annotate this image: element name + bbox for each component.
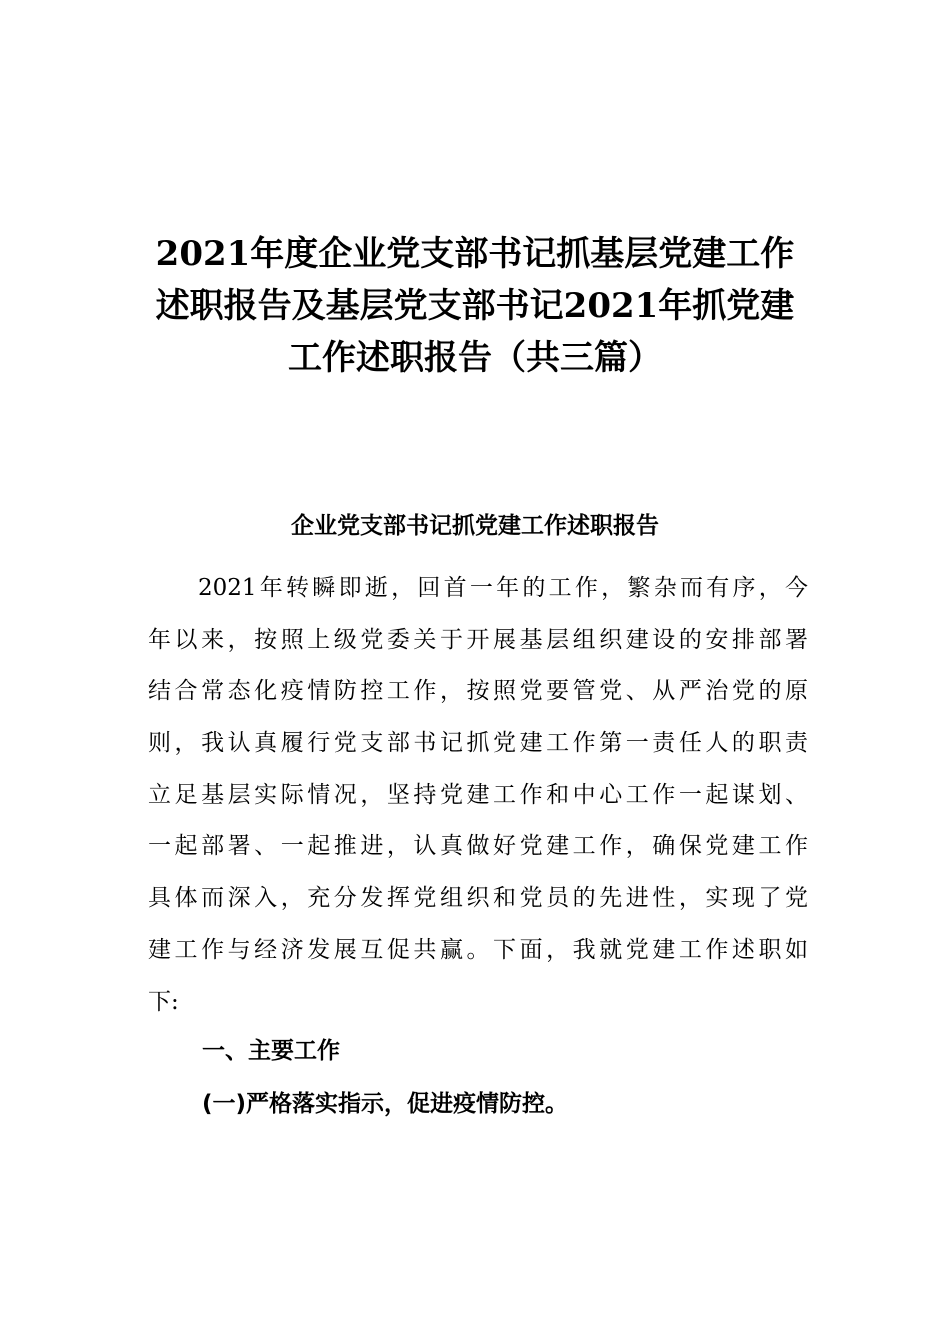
paragraph-line: 立足基层实际情况，坚持党建工作和中心工作一起谋划、 xyxy=(148,781,808,808)
subsection-heading: (一)严格落实指示，促进疫情防控。 xyxy=(202,1091,569,1117)
title-line: 述职报告及基层党支部书记2021年抓党建 xyxy=(155,286,795,326)
paragraph-line: 2021年转瞬即逝，回首一年的工作，繁杂而有序，今 xyxy=(198,575,808,601)
section-heading: 一、主要工作 xyxy=(202,1038,340,1064)
paragraph-line: 建工作与经济发展互促共赢。下面，我就党建工作述职如 xyxy=(148,936,808,963)
paragraph-line: 具体而深入，充分发挥党组织和党员的先进性，实现了党 xyxy=(148,885,808,912)
paragraph-line: 一起部署、一起推进，认真做好党建工作，确保党建工作 xyxy=(148,833,808,860)
section-subtitle: 企业党支部书记抓党建工作述职报告 xyxy=(291,513,659,539)
paragraph-line: 年以来，按照上级党委关于开展基层组织建设的安排部署 xyxy=(148,626,808,653)
paragraph-line: 则，我认真履行党支部书记抓党建工作第一责任人的职责 xyxy=(148,730,808,757)
title-line: 工作述职报告（共三篇） xyxy=(288,338,662,378)
document-title xyxy=(120,228,830,384)
body-paragraph xyxy=(148,568,808,1033)
paragraph-line: 下: xyxy=(148,988,179,1015)
title-line: 2021年度企业党支部书记抓基层党建工作 xyxy=(155,234,795,274)
paragraph-line: 结合常态化疫情防控工作，按照党要管党、从严治党的原 xyxy=(148,678,808,705)
